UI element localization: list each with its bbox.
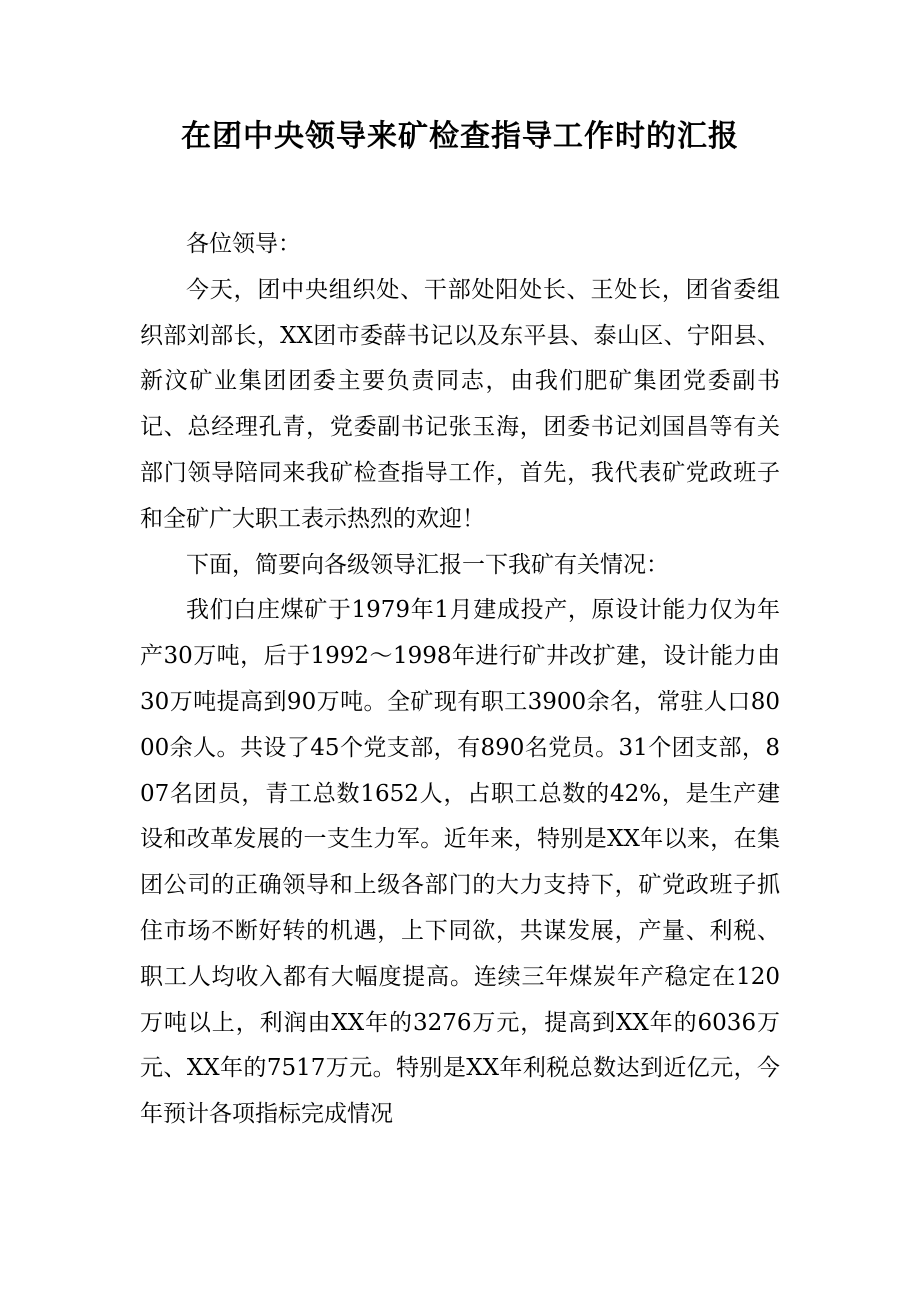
intro-paragraph: 下面，简要向各级领导汇报一下我矿有关情况： bbox=[186, 551, 669, 578]
salutation-paragraph: 各位领导： bbox=[186, 231, 301, 257]
welcome-paragraph: 今天，团中央组织处、干部处阳处长、王处长，团省委组织部刘部长，XX团市委薛书记以及东平县、泰山区、宁阳县、新汶矿业集团团委主要负责同志，由我们肥矿集团党委副书记、总经理孔青，党委副书记张玉海，团委书记刘国昌等有关部门领导陪同来我矿检查指导工作，首先，我代表矿党政班子和全矿广大职工表示热烈的欢迎！ bbox=[140, 276, 780, 532]
document-body bbox=[140, 222, 780, 1138]
mine-overview-paragraph: 我们白庄煤矿于1979年1月建成投产，原设计能力仅为年产30万吨，后于1992～1998年进行矿井改扩建，设计能力由30万吨提高到90万吨。全矿现有职工3900余名，常驻人口8000余人。共设了45个党支部，有890名党员。31个团支部，807名团员，青工总数1652人，占职工总数的42%，是生产建设和改革发展的一支生力军。近年来，特别是XX年以来，在集团公司的正确领导和上级各部门的大力支持下，矿党政班子抓住市场不断好转的机遇，上下同欲，共谋发展，产量、利税、职工人均收入都有大幅度提高。连续三年煤炭年产稳定在120万吨以上，利润由XX年的3276万元，提高到XX年的6036万元、XX年的7517万元。特别是XX年利税总数达到近亿元，今年预计各项指标完成情况 bbox=[140, 597, 781, 1128]
document-title: 在团中央领导来矿检查指导工作时的汇报 bbox=[181, 119, 739, 154]
